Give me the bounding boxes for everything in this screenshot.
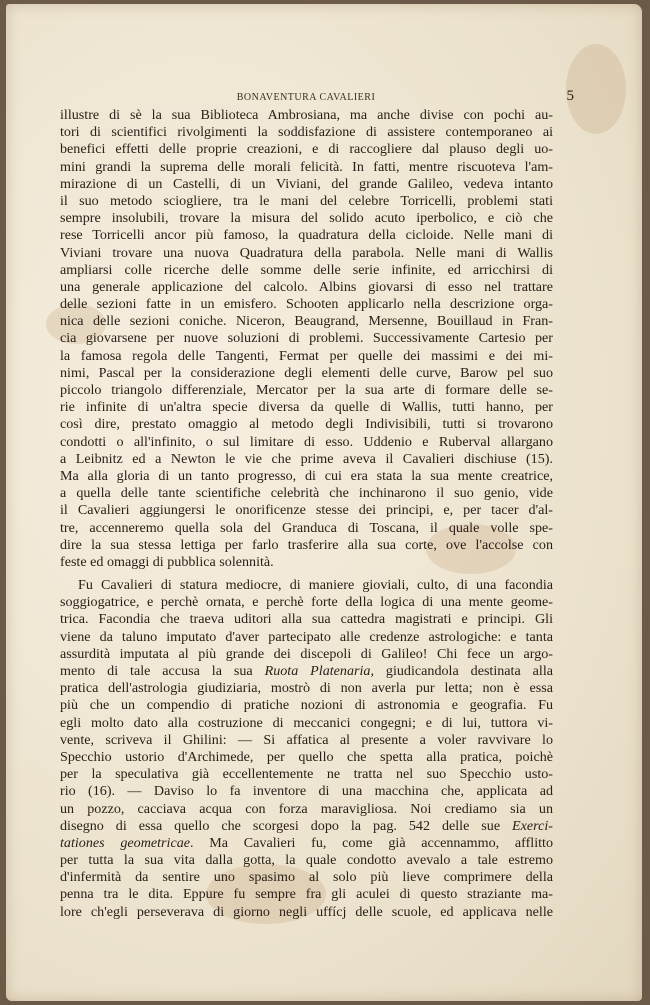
- text-line: Viviani trovare una nuova Quadratura della parabola. Nelle mani di Wallis: [60, 244, 553, 261]
- text-line: il Cavalieri aggiungersi le onorificenze stesse dei principi, e, per tacer d'al-: [60, 502, 553, 519]
- text-line: rese Torricelli ancor più famoso, la quadratura della cicloide. Nelle mani di: [60, 227, 553, 244]
- text-line: soggiogatrice, e perchè ornata, e perchè forte della logica di una mente geome-: [60, 594, 553, 611]
- text-line: condotti o all'infinito, o sul limitare di esso. Uddenio e Ruberval allargano: [60, 433, 553, 450]
- paragraph-1: [60, 107, 553, 571]
- paragraph-2: [60, 577, 553, 921]
- text-line: nimi, Pascal per la considerazione degli elementi delle curve, Barow pel suo: [60, 364, 553, 381]
- running-head: [60, 88, 574, 108]
- text-line: viene da taluno imputato d'aver partecipato alle credenze astrologiche: e tanta: [60, 628, 553, 645]
- text-line: più che un compendio di pratiche nozioni di astronomia e geografia. Fu: [60, 697, 553, 714]
- text-line: tori di scientifici rivolgimenti la soddisfazione di assistere contemporaneo ai: [60, 124, 553, 141]
- text-line: Ma alla gloria di un tanto progresso, di cui era stata la sua mente creatrice,: [60, 467, 553, 484]
- text-line: nica delle sezioni coniche. Niceron, Beaugrand, Mersenne, Bouillaud in Fran-: [60, 313, 553, 330]
- text-line: così dire, prestato omaggio al metodo degli Indivisibili, tutti si trovarono: [60, 416, 553, 433]
- text-line: il suo metodo sciogliere, tra le mani del celebre Torricelli, problemi stati: [60, 192, 553, 209]
- text-line: ampliarsi colle ricerche delle somme delle serie infinite, ed arricchirsi di: [60, 261, 553, 278]
- text-line: lore ch'egli perseverava di giorno negli uffícj delle scuole, ed applicava nelle: [60, 903, 553, 920]
- text-line: assurdità imputata al più grande dei discepoli di Galileo! Chi fece un argo-: [60, 645, 553, 662]
- running-head-title: BONAVENTURA CAVALIERI: [236, 92, 376, 103]
- text-line: un pozzo, cacciava acqua con forza maravigliosa. Noi crediamo sia un: [60, 800, 553, 817]
- text-line: feste ed omaggi di pubblica solennità.: [60, 553, 274, 570]
- text-line: mirazione di un Castelli, di un Viviani, del grande Galileo, vedeva intanto: [60, 175, 553, 192]
- text-line: sempre insolubili, trovare la misura del solido acuto iperbolico, e ciò che: [60, 210, 553, 227]
- text-segment: mento di tale accusa la sua: [60, 663, 265, 679]
- text-line: Fu Cavalieri di statura mediocre, di maniere gioviali, culto, di una facondia: [78, 577, 553, 594]
- text-line: delle sezioni fatte in un emisfero. Schooten applicarlo nella descrizione orga-: [60, 296, 553, 313]
- text-line: [60, 818, 553, 835]
- body-text: [60, 107, 553, 921]
- text-line: trica. Facondia che traeva uditori alla sua cattedra magistrati e principi. Gli: [60, 611, 553, 628]
- text-line: piccolo triangolo differenziale, Mercator per la sua arte di formare delle se-: [60, 382, 553, 398]
- paper-stain: [566, 44, 626, 134]
- text-line: pratica dell'astrologia giudiziaria, mostrò di non averla pur letta; non è essa: [60, 680, 553, 697]
- text-line: vente, scriveva il Ghilini: — Si affatica al presente a voler ravvivare lo: [60, 731, 553, 748]
- text-line: egli molto dato alla costruzione di meccanici congegni; e di lui, tuttora vi-: [60, 714, 553, 731]
- text-line: per tutta la sua vita dalla gotta, la quale condotto avevalo a tale estremo: [60, 852, 553, 869]
- text-line: la famosa regola delle Tangenti, Fermat per quelle dei massimi e dei mi-: [60, 347, 553, 364]
- text-line: mini grandi la suprema delle morali felicità. In fatti, mentre riscuoteva l'am-: [60, 158, 553, 175]
- text-line: benefici effetti delle proprie creazioni, e di raccogliere dal plauso degli uo-: [60, 141, 553, 158]
- book-title-exercitationes: Exerci-: [512, 817, 553, 834]
- text-line: dire la sua stessa lettiga per farlo trasferire alla sua corte, ove l'accolse con: [60, 536, 553, 553]
- text-line: [60, 835, 553, 852]
- text-line: Specchio ustorio d'Archimede, per quello che spetta alla pratica, poichè: [60, 748, 553, 765]
- text-line: rio (16). — Daviso lo fa inventore di una macchina che, applicata ad: [60, 783, 553, 800]
- text-line: [60, 663, 553, 680]
- text-line: cia giovarsene per nuove soluzioni di problemi. Successivamente Cartesio per: [60, 330, 553, 347]
- text-segment: giudicandola destinata alla: [374, 663, 553, 679]
- text-line: illustre di sè la sua Biblioteca Ambrosiana, ma anche divise con pochi au-: [60, 107, 553, 123]
- text-line: per la speculativa già eccellentemente ne tratta nel suo Specchio usto-: [60, 766, 553, 783]
- book-title-ruota-platenaria: Ruota Platenaria,: [264, 663, 374, 679]
- text-line: tre, accenneremo quella sola del Granduca di Toscana, il quale volle spe-: [60, 519, 553, 536]
- text-segment: disegno di essa quello che scorgesi dopo la pag. 542 delle sue: [60, 817, 513, 834]
- text-line: una generale applicazione del calcolo. Albins giovarsi di esso nel trattare: [60, 278, 553, 295]
- text-segment: . Ma Cavalieri fu, come già accennammo, afflitto: [190, 834, 553, 851]
- text-line: a Leibnitz ed a Newton le vie che prime aveva il Cavalieri dischiuse (15).: [60, 450, 553, 467]
- text-line: rie infinite di un'altra specie diversa da quelle di Wallis, tutti hanno, per: [60, 399, 553, 416]
- book-title-exercitationes-cont: tationes geometricae: [60, 834, 191, 851]
- page-number: 5: [566, 88, 574, 104]
- text-line: penna tra le dita. Eppure fu sempre fra gli aculei di questo straziante ma-: [60, 886, 553, 903]
- text-line: a quella delle tante scientifiche celebrità che inchinarono il suo genio, vide: [60, 485, 553, 502]
- text-line: d'infermità da sentire uno spasimo al solo più lieve comprimere della: [60, 869, 553, 886]
